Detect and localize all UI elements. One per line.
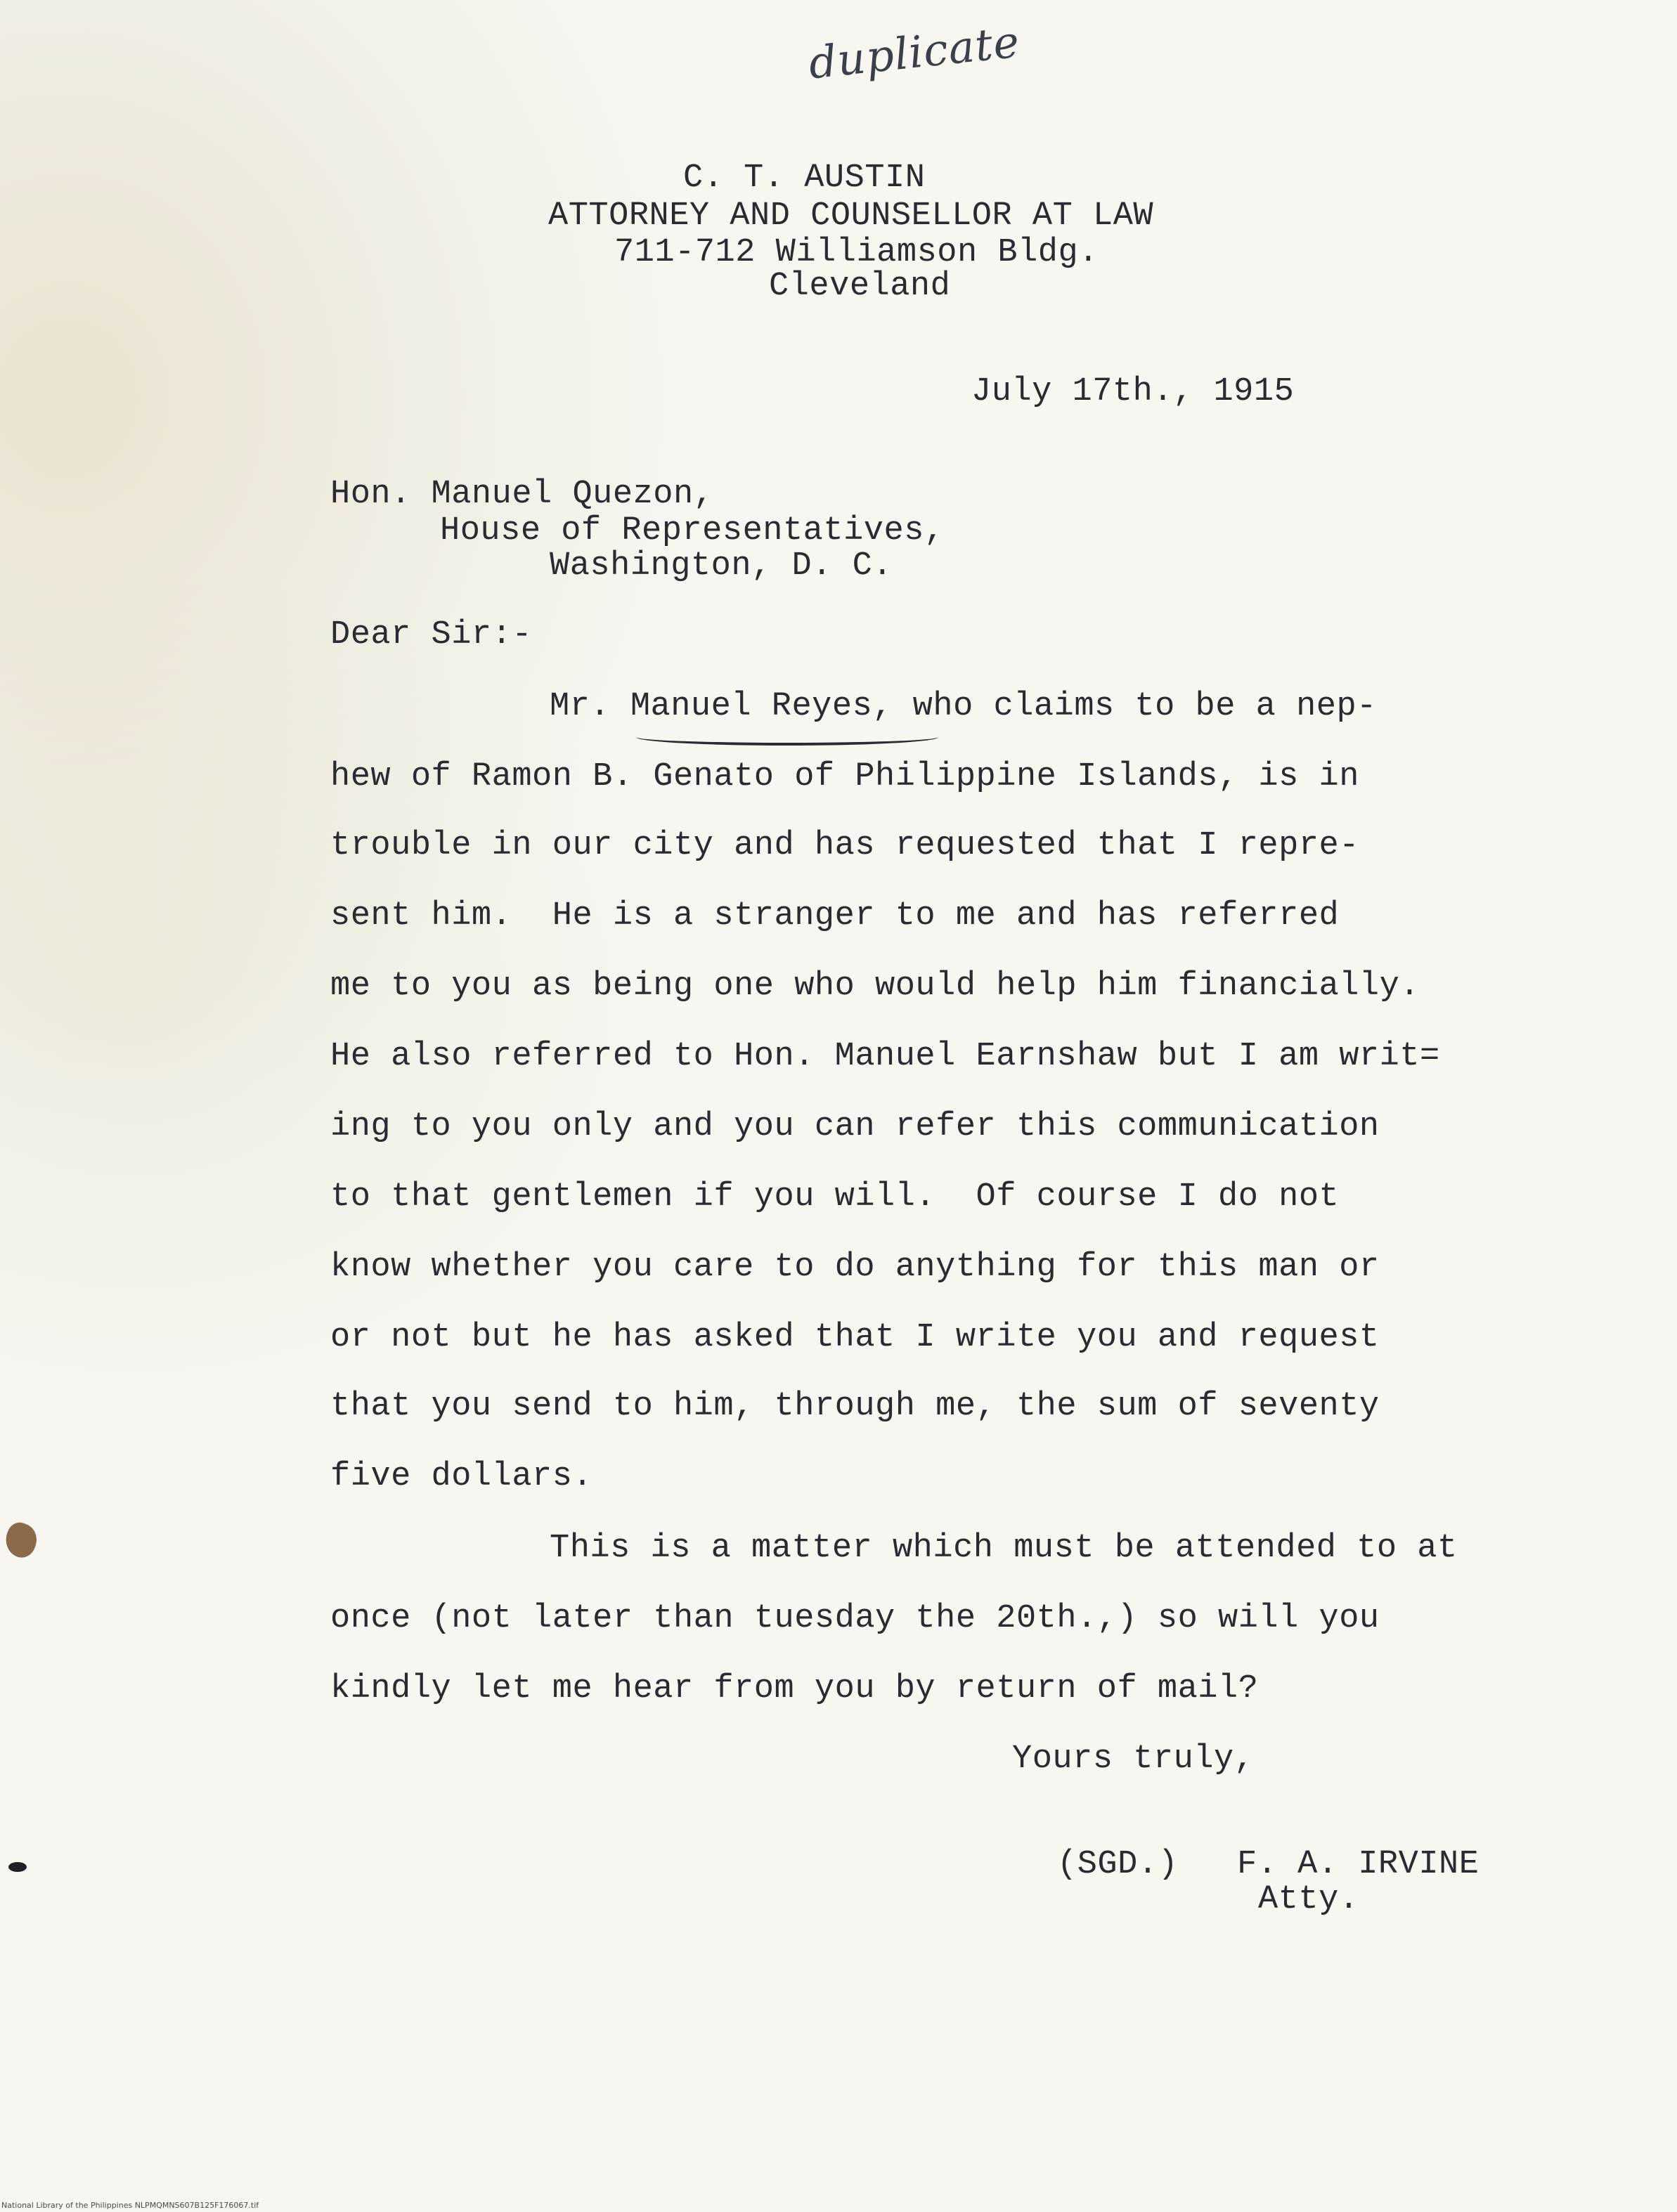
- letterhead-name: C. T. AUSTIN: [683, 160, 926, 197]
- letterhead-address: 711-712 Williamson Bldg.: [614, 234, 1099, 271]
- body-line: Mr. Manuel Reyes, who claims to be a nep-: [550, 688, 1377, 725]
- body-line: or not but he has asked that I write you and request: [330, 1319, 1380, 1356]
- paper-stain: [1, 1519, 41, 1561]
- recipient-office: House of Representatives,: [440, 512, 945, 549]
- ink-mark: [8, 1862, 27, 1872]
- body-line: know whether you care to do anything for this man or: [330, 1249, 1380, 1286]
- closing: Yours truly,: [1012, 1741, 1255, 1778]
- body-line: hew of Ramon B. Genato of Philippine Islands, is in: [330, 758, 1359, 795]
- body-line: This is a matter which must be attended to at: [550, 1530, 1458, 1567]
- body-line: ing to you only and you can refer this communication: [330, 1108, 1380, 1145]
- handwritten-annotation: duplicate: [806, 15, 1023, 89]
- body-line: kindly let me hear from you by return of mail?: [330, 1670, 1259, 1707]
- name-underline: [636, 729, 938, 746]
- letterhead-city: Cleveland: [769, 268, 951, 305]
- archive-footer: National Library of the Philippines NLPMQMNS607B125F176067.tif: [1, 2201, 259, 2210]
- letter-date: July 17th., 1915: [971, 373, 1295, 410]
- salutation: Dear Sir:-: [330, 616, 533, 653]
- body-line: sent him. He is a stranger to me and has referred: [330, 897, 1340, 935]
- body-line: me to you as being one who would help him financially.: [330, 968, 1420, 1005]
- signature-title: Atty.: [1258, 1881, 1359, 1918]
- recipient-location: Washington, D. C.: [550, 547, 893, 585]
- body-line: that you send to him, through me, the sum of seventy: [330, 1388, 1380, 1425]
- letterhead-title: ATTORNEY AND COUNSELLOR AT LAW: [548, 197, 1154, 235]
- signature-name: F. A. IRVINE: [1237, 1846, 1479, 1883]
- body-line: five dollars.: [330, 1458, 593, 1495]
- body-line: trouble in our city and has requested that I repre-: [330, 827, 1359, 864]
- body-line: once (not later than tuesday the 20th.,) so will you: [330, 1600, 1380, 1637]
- body-line: to that gentlemen if you will. Of course I do not: [330, 1178, 1340, 1216]
- signature-sgd: (SGD.): [1057, 1846, 1179, 1883]
- body-line: He also referred to Hon. Manuel Earnshaw but I am writ=: [330, 1038, 1440, 1075]
- recipient-name: Hon. Manuel Quezon,: [330, 476, 714, 513]
